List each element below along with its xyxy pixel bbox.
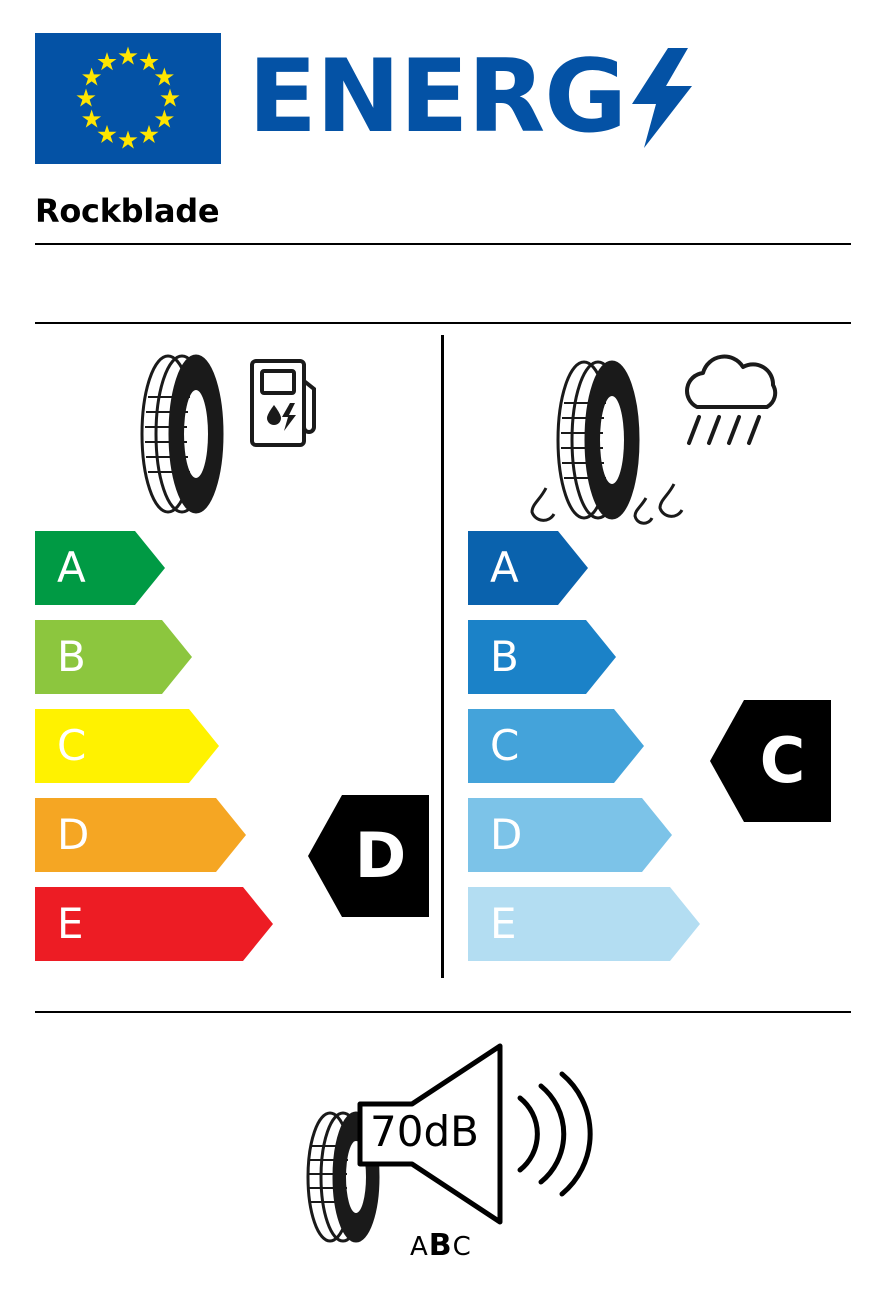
fuel-grade-row-d (35, 798, 246, 872)
divider-vertical (441, 335, 444, 978)
noise-class-c: C (452, 1232, 472, 1262)
lightning-bolt-icon (632, 48, 692, 148)
wet-grade-row-d (468, 798, 672, 872)
fuel-grade-row-a (35, 531, 165, 605)
fuel-result-letter: D (354, 819, 407, 892)
fuel-grade-letter-e: E (57, 899, 84, 948)
wet-grade-letter-a: A (490, 543, 519, 592)
page-title: Rockblade (35, 192, 220, 230)
noise-value: 70dB (370, 1107, 479, 1156)
divider-top (35, 243, 851, 245)
fuel-grade-row-b (35, 620, 192, 694)
wet-grade-row-a (468, 531, 588, 605)
wet-grade-letter-c: C (490, 721, 520, 770)
eu-stars-icon (35, 33, 221, 164)
fuel-grade-letter-d: D (57, 810, 90, 859)
wet-grade-row-e (468, 887, 700, 961)
wet-grade-row-b (468, 620, 616, 694)
wet-result-letter: C (759, 724, 806, 797)
wet-result-badge (710, 700, 831, 822)
eu-flag (35, 33, 221, 164)
wet-grade-bar-a (468, 531, 588, 605)
energy-wordmark: ENERG (248, 37, 627, 155)
fuel-grade-letter-c: C (57, 721, 87, 770)
rain-cloud-icon (675, 355, 785, 465)
noise-class-b: B (428, 1228, 453, 1263)
fuel-grade-row-c (35, 709, 219, 783)
tire-icon (122, 352, 242, 517)
noise-class-a: A (410, 1232, 429, 1262)
noise-class-scale (410, 1228, 472, 1263)
wet-grade-letter-e: E (490, 899, 517, 948)
fuel-grade-letter-a: A (57, 543, 86, 592)
fuel-pump-icon (250, 355, 320, 447)
wet-grade-letter-b: B (490, 632, 519, 681)
divider-second (35, 322, 851, 324)
fuel-grade-bar-a (35, 531, 165, 605)
fuel-result-badge (308, 795, 429, 917)
fuel-grade-letter-b: B (57, 632, 86, 681)
wet-grade-letter-d: D (490, 810, 523, 859)
fuel-grade-row-e (35, 887, 273, 961)
wet-grade-row-c (468, 709, 644, 783)
divider-third (35, 1011, 851, 1013)
